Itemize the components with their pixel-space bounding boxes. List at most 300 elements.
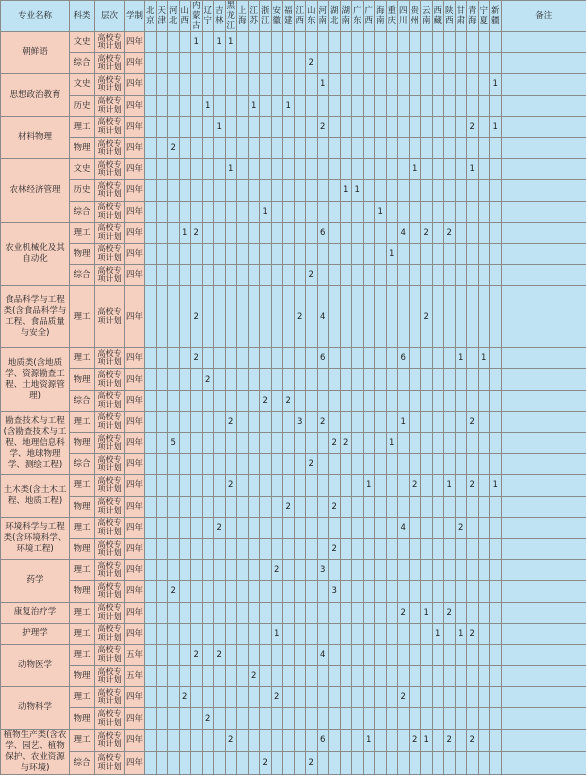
plan-count-cell: [409, 180, 421, 201]
kemu-cell: 物理: [70, 496, 95, 517]
plan-count-cell: [455, 137, 467, 158]
plan-count-cell: [340, 243, 352, 264]
plan-count-cell: [398, 454, 410, 475]
plan-count-cell: [248, 517, 260, 538]
plan-count-cell: [421, 180, 433, 201]
plan-count-cell: 1: [386, 433, 398, 454]
plan-count-cell: [478, 411, 490, 432]
plan-count-cell: 2: [444, 602, 456, 623]
kemu-cell: 物理: [70, 137, 95, 158]
plan-count-cell: [271, 369, 283, 390]
plan-count-cell: [260, 286, 272, 348]
plan-count-cell: [467, 433, 479, 454]
plan-count-cell: [156, 708, 168, 729]
plan-count-cell: [386, 74, 398, 95]
note-cell: [501, 411, 586, 432]
plan-count-cell: [202, 538, 214, 559]
plan-count-cell: [260, 95, 272, 116]
plan-count-cell: [168, 32, 180, 53]
plan-count-cell: [467, 560, 479, 581]
plan-count-cell: [340, 265, 352, 286]
plan-count-cell: [386, 581, 398, 602]
plan-count-cell: [237, 159, 249, 180]
note-cell: [501, 180, 586, 201]
plan-count-cell: [156, 95, 168, 116]
plan-count-cell: [306, 496, 318, 517]
plan-count-cell: [248, 538, 260, 559]
table-row: [1, 623, 586, 644]
plan-count-cell: [179, 708, 191, 729]
header-province: 广东: [352, 1, 364, 32]
cengci-cell: 高校专项计划: [95, 666, 125, 687]
plan-count-cell: 4: [398, 517, 410, 538]
plan-count-cell: [260, 180, 272, 201]
plan-count-cell: [145, 222, 157, 243]
plan-count-cell: [248, 201, 260, 222]
plan-count-cell: [283, 74, 295, 95]
plan-count-cell: [214, 348, 226, 369]
plan-count-cell: [145, 116, 157, 137]
plan-count-cell: [363, 74, 375, 95]
note-cell: [501, 286, 586, 348]
cengci-cell: 高校专项计划: [95, 369, 125, 390]
plan-count-cell: [202, 454, 214, 475]
plan-count-cell: [386, 475, 398, 496]
plan-count-cell: [329, 666, 341, 687]
note-cell: [501, 53, 586, 74]
plan-count-cell: [294, 666, 306, 687]
plan-count-cell: [237, 411, 249, 432]
plan-count-cell: [202, 623, 214, 644]
plan-count-cell: [225, 201, 237, 222]
xuezhi-cell: 四年: [125, 32, 145, 53]
plan-count-cell: [490, 390, 502, 411]
plan-count-cell: [340, 475, 352, 496]
plan-count-cell: [145, 496, 157, 517]
plan-count-cell: [225, 496, 237, 517]
plan-count-cell: [398, 180, 410, 201]
plan-count-cell: [409, 454, 421, 475]
plan-count-cell: [179, 74, 191, 95]
plan-count-cell: [191, 159, 203, 180]
plan-count-cell: [467, 201, 479, 222]
plan-count-cell: [225, 517, 237, 538]
plan-count-cell: 1: [225, 159, 237, 180]
plan-count-cell: [156, 666, 168, 687]
note-cell: [501, 623, 586, 644]
note-cell: [501, 137, 586, 158]
plan-count-cell: [432, 243, 444, 264]
plan-count-cell: [225, 454, 237, 475]
plan-count-cell: [467, 708, 479, 729]
note-cell: [501, 752, 586, 775]
plan-count-cell: 2: [421, 286, 433, 348]
plan-count-cell: 3: [329, 581, 341, 602]
plan-count-cell: 1: [455, 348, 467, 369]
plan-count-cell: [225, 222, 237, 243]
plan-count-cell: [168, 159, 180, 180]
plan-count-cell: [271, 411, 283, 432]
plan-count-cell: [432, 496, 444, 517]
plan-count-cell: [375, 644, 387, 665]
plan-count-cell: [467, 243, 479, 264]
xuezhi-cell: 四年: [125, 265, 145, 286]
plan-count-cell: [432, 201, 444, 222]
major-name: 康复治疗学: [1, 602, 70, 623]
plan-count-cell: 1: [386, 243, 398, 264]
plan-count-cell: [340, 53, 352, 74]
plan-count-cell: [352, 348, 364, 369]
table-row: [1, 390, 586, 411]
plan-count-cell: [156, 433, 168, 454]
plan-count-cell: [317, 265, 329, 286]
plan-count-cell: [352, 32, 364, 53]
plan-count-cell: [329, 32, 341, 53]
plan-count-cell: 6: [317, 222, 329, 243]
plan-count-cell: [248, 265, 260, 286]
plan-count-cell: [294, 560, 306, 581]
plan-count-cell: [225, 581, 237, 602]
plan-count-cell: [352, 729, 364, 752]
plan-count-cell: [421, 137, 433, 158]
plan-count-cell: 3: [294, 411, 306, 432]
plan-count-cell: [421, 644, 433, 665]
header-row: [1, 1, 586, 32]
table-row: [1, 137, 586, 158]
plan-count-cell: [363, 560, 375, 581]
plan-count-cell: [409, 581, 421, 602]
plan-count-cell: [490, 95, 502, 116]
plan-count-cell: [398, 286, 410, 348]
plan-count-cell: [306, 560, 318, 581]
plan-count-cell: [329, 454, 341, 475]
plan-count-cell: [329, 517, 341, 538]
plan-count-cell: [409, 390, 421, 411]
plan-count-cell: 2: [467, 729, 479, 752]
plan-count-cell: [467, 687, 479, 708]
kemu-cell: 理工: [70, 116, 95, 137]
plan-count-cell: [179, 560, 191, 581]
table-row: [1, 243, 586, 264]
plan-count-cell: [409, 752, 421, 775]
plan-count-cell: [444, 433, 456, 454]
plan-count-cell: [283, 32, 295, 53]
plan-count-cell: [271, 644, 283, 665]
plan-count-cell: [455, 475, 467, 496]
plan-count-cell: [179, 243, 191, 264]
plan-count-cell: [375, 180, 387, 201]
plan-count-cell: [168, 602, 180, 623]
plan-count-cell: [455, 369, 467, 390]
plan-count-cell: [294, 729, 306, 752]
plan-count-cell: [375, 348, 387, 369]
plan-count-cell: [375, 538, 387, 559]
plan-count-cell: [421, 116, 433, 137]
plan-count-cell: [179, 180, 191, 201]
plan-count-cell: [156, 454, 168, 475]
plan-count-cell: [363, 433, 375, 454]
plan-count-cell: [248, 623, 260, 644]
plan-count-cell: [398, 243, 410, 264]
plan-count-cell: [444, 666, 456, 687]
major-name: 药学: [1, 560, 70, 602]
note-cell: [501, 390, 586, 411]
plan-count-cell: [352, 538, 364, 559]
plan-count-cell: [363, 687, 375, 708]
plan-count-cell: [386, 369, 398, 390]
plan-count-cell: [340, 623, 352, 644]
xuezhi-cell: 四年: [125, 411, 145, 432]
header-province: 宁夏: [478, 1, 490, 32]
plan-count-cell: [248, 53, 260, 74]
plan-count-cell: [260, 666, 272, 687]
major-name: 环境科学与工程类(含环境科学、环境工程): [1, 517, 70, 559]
plan-count-cell: [409, 74, 421, 95]
plan-count-cell: [214, 201, 226, 222]
plan-count-cell: [363, 390, 375, 411]
plan-count-cell: [409, 666, 421, 687]
plan-count-cell: [202, 180, 214, 201]
plan-count-cell: [444, 560, 456, 581]
plan-count-cell: [386, 752, 398, 775]
plan-count-cell: [421, 53, 433, 74]
kemu-cell: 综合: [70, 752, 95, 775]
plan-count-cell: [237, 95, 249, 116]
plan-count-cell: [248, 602, 260, 623]
plan-count-cell: [237, 623, 249, 644]
plan-count-cell: [237, 116, 249, 137]
plan-count-cell: [294, 180, 306, 201]
header-province: 湖北: [329, 1, 341, 32]
plan-count-cell: [329, 390, 341, 411]
plan-count-cell: [467, 95, 479, 116]
plan-count-cell: [340, 729, 352, 752]
plan-count-cell: [455, 538, 467, 559]
plan-count-cell: [260, 454, 272, 475]
plan-count-cell: [490, 180, 502, 201]
plan-count-cell: [455, 265, 467, 286]
plan-count-cell: [363, 517, 375, 538]
plan-count-cell: [156, 265, 168, 286]
plan-count-cell: [294, 390, 306, 411]
cengci-cell: 高校专项计划: [95, 159, 125, 180]
plan-count-cell: [168, 623, 180, 644]
plan-count-cell: [386, 32, 398, 53]
plan-count-cell: 2: [455, 517, 467, 538]
plan-count-cell: [271, 243, 283, 264]
plan-count-cell: [432, 687, 444, 708]
xuezhi-cell: 四年: [125, 623, 145, 644]
plan-count-cell: 2: [444, 222, 456, 243]
plan-count-cell: [386, 95, 398, 116]
plan-count-cell: [202, 222, 214, 243]
plan-count-cell: [421, 454, 433, 475]
plan-count-cell: [432, 390, 444, 411]
cengci-cell: 高校专项计划: [95, 243, 125, 264]
plan-count-cell: [363, 454, 375, 475]
xuezhi-cell: 四年: [125, 475, 145, 496]
plan-count-cell: [375, 708, 387, 729]
header-province: 甘肃: [455, 1, 467, 32]
plan-count-cell: [421, 74, 433, 95]
plan-count-cell: [478, 687, 490, 708]
plan-count-cell: [455, 222, 467, 243]
plan-count-cell: [271, 159, 283, 180]
plan-count-cell: [317, 369, 329, 390]
kemu-cell: 物理: [70, 538, 95, 559]
xuezhi-cell: 四年: [125, 752, 145, 775]
plan-count-cell: [478, 602, 490, 623]
cengci-cell: 高校专项计划: [95, 752, 125, 775]
plan-count-cell: [375, 560, 387, 581]
plan-count-cell: [260, 222, 272, 243]
plan-count-cell: 2: [294, 286, 306, 348]
plan-count-cell: [478, 666, 490, 687]
plan-count-cell: [225, 644, 237, 665]
plan-count-cell: [271, 180, 283, 201]
plan-count-cell: [444, 644, 456, 665]
table-row: [1, 666, 586, 687]
plan-count-cell: [260, 411, 272, 432]
plan-count-cell: [145, 243, 157, 264]
plan-count-cell: [467, 602, 479, 623]
plan-count-cell: [214, 265, 226, 286]
major-name: 农业机械化及其自动化: [1, 222, 70, 286]
plan-count-cell: [478, 159, 490, 180]
plan-count-cell: [145, 348, 157, 369]
plan-count-cell: [455, 180, 467, 201]
plan-count-cell: [225, 116, 237, 137]
plan-count-cell: [145, 53, 157, 74]
kemu-cell: 历史: [70, 180, 95, 201]
plan-count-cell: [352, 159, 364, 180]
kemu-cell: 理工: [70, 517, 95, 538]
plan-count-cell: [467, 666, 479, 687]
plan-count-cell: [294, 517, 306, 538]
plan-count-cell: [352, 369, 364, 390]
plan-count-cell: [409, 95, 421, 116]
plan-count-cell: [478, 243, 490, 264]
plan-count-cell: [191, 752, 203, 775]
plan-count-cell: 2: [306, 752, 318, 775]
plan-count-cell: [260, 265, 272, 286]
plan-count-cell: [375, 53, 387, 74]
plan-count-cell: 1: [375, 201, 387, 222]
plan-count-cell: [340, 411, 352, 432]
plan-count-cell: [294, 454, 306, 475]
plan-count-cell: [363, 644, 375, 665]
plan-count-cell: [294, 433, 306, 454]
plan-count-cell: [237, 454, 249, 475]
plan-count-cell: [283, 222, 295, 243]
plan-count-cell: [294, 496, 306, 517]
plan-count-cell: [168, 201, 180, 222]
plan-count-cell: [363, 32, 375, 53]
plan-count-cell: 2: [306, 265, 318, 286]
plan-count-cell: [202, 159, 214, 180]
plan-count-cell: [386, 390, 398, 411]
plan-count-cell: [214, 581, 226, 602]
plan-count-cell: [156, 74, 168, 95]
plan-count-cell: [363, 348, 375, 369]
plan-count-cell: [409, 116, 421, 137]
kemu-cell: 理工: [70, 602, 95, 623]
major-name: 动物医学: [1, 644, 70, 686]
plan-count-cell: [214, 411, 226, 432]
plan-count-cell: [329, 222, 341, 243]
plan-count-cell: [202, 390, 214, 411]
plan-count-cell: [444, 265, 456, 286]
table-row: [1, 74, 586, 95]
plan-count-cell: [467, 496, 479, 517]
plan-count-cell: [352, 752, 364, 775]
plan-count-cell: 4: [317, 286, 329, 348]
plan-count-cell: [432, 602, 444, 623]
plan-count-cell: [398, 95, 410, 116]
plan-count-cell: [191, 95, 203, 116]
plan-count-cell: [225, 433, 237, 454]
table-row: [1, 752, 586, 775]
plan-count-cell: [375, 390, 387, 411]
plan-count-cell: [455, 95, 467, 116]
plan-count-cell: 2: [306, 454, 318, 475]
plan-count-cell: [179, 286, 191, 348]
plan-count-cell: [156, 687, 168, 708]
plan-count-cell: [214, 560, 226, 581]
plan-count-cell: [363, 496, 375, 517]
plan-count-cell: [398, 581, 410, 602]
plan-count-cell: [490, 623, 502, 644]
plan-count-cell: [352, 560, 364, 581]
table-row: [1, 433, 586, 454]
plan-count-cell: [145, 752, 157, 775]
plan-count-cell: [191, 433, 203, 454]
plan-count-cell: 1: [421, 729, 433, 752]
plan-count-cell: [340, 752, 352, 775]
plan-count-cell: [352, 666, 364, 687]
plan-count-cell: [283, 687, 295, 708]
header-province: 江苏: [248, 1, 260, 32]
plan-count-cell: [467, 644, 479, 665]
plan-count-cell: [478, 369, 490, 390]
plan-count-cell: [386, 348, 398, 369]
plan-count-cell: [467, 454, 479, 475]
plan-count-cell: [191, 265, 203, 286]
plan-count-cell: [248, 708, 260, 729]
plan-count-cell: [455, 32, 467, 53]
plan-count-cell: [490, 265, 502, 286]
header-province: 河北: [168, 1, 180, 32]
plan-count-cell: [214, 475, 226, 496]
plan-count-cell: [168, 390, 180, 411]
table-body: [1, 32, 586, 775]
plan-count-cell: [271, 666, 283, 687]
plan-count-cell: [271, 602, 283, 623]
kemu-cell: 理工: [70, 475, 95, 496]
plan-count-cell: [329, 411, 341, 432]
plan-count-cell: [490, 137, 502, 158]
plan-count-cell: [329, 201, 341, 222]
kemu-cell: 理工: [70, 286, 95, 348]
plan-count-cell: [478, 752, 490, 775]
plan-count-cell: [317, 517, 329, 538]
plan-count-cell: [306, 517, 318, 538]
header-province: 新疆: [490, 1, 502, 32]
plan-count-cell: [478, 137, 490, 158]
plan-count-cell: 2: [317, 411, 329, 432]
table-row: [1, 496, 586, 517]
cengci-cell: 高校专项计划: [95, 411, 125, 432]
